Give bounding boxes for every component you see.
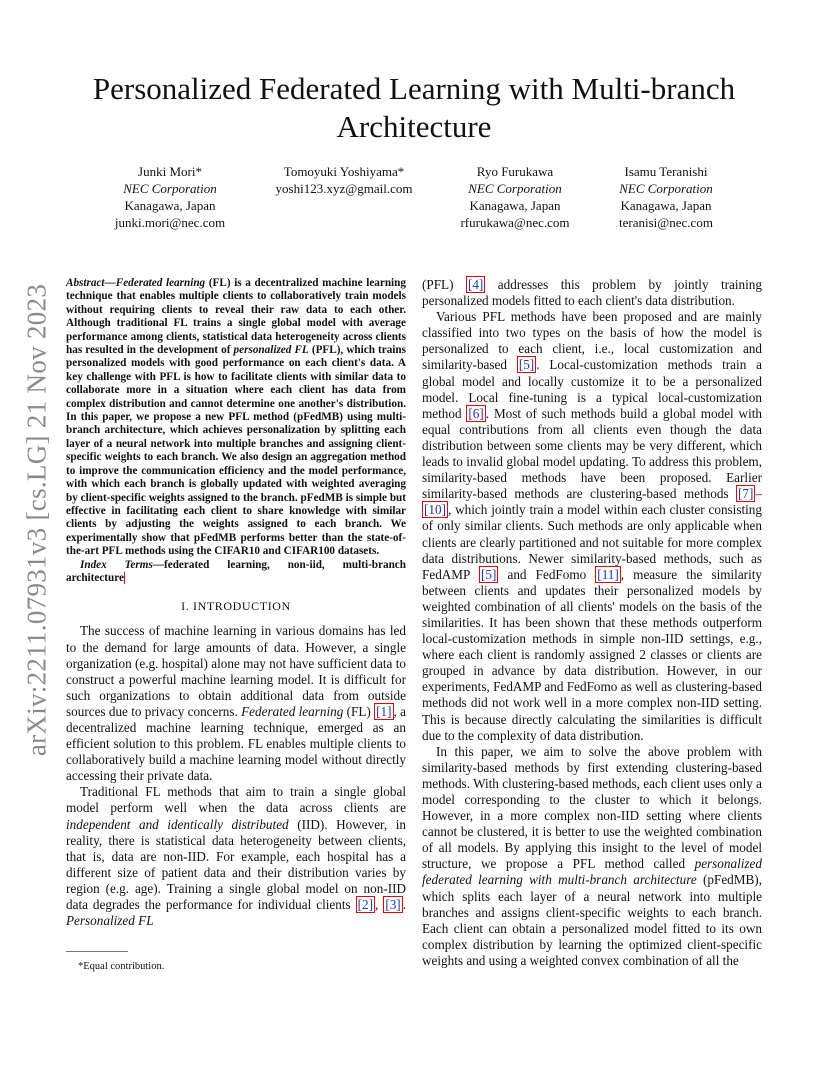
emphasis-text: independent and identically distributed — [66, 816, 289, 832]
paragraph-text: The success of machine learning in various domains has led to the demand for large amounts of data. However, a single organization (e.g. hospital) alone may not have sufficient data to construct a powerful machine learning model. It is difficult for such organizations to obtain additional data from outside sources due to privacy concerns. — [66, 623, 406, 719]
abstract-label: Abstract — [66, 277, 105, 289]
emphasis-text: Personalized FL — [66, 913, 154, 929]
arxiv-identifier-text: arXiv:2211.07931v3 [cs.LG] 21 Nov 2023 — [21, 283, 52, 757]
footnote: *Equal contribution. — [78, 961, 165, 972]
paragraph-text: and FedFomo — [498, 566, 596, 582]
arxiv-identifier-stamp — [14, 282, 60, 758]
paragraph-text: . — [402, 897, 406, 913]
paragraph-text: In this paper, we aim to solve the above problem with similarity-based methods by first extending clustering-based methods. With clustering-based methods, each client uses only a model corresponding to the cluster to which it belongs. However, in a more complex non-IID setting where clients cannot be clustered, it is better to use the weighted combination of all models. By applying this insight to the level of model structure, we propose a PFL method called — [422, 743, 762, 872]
abstract-text-2: (PFL), which trains personalized models with good performance on each client's data. A key challenge with PFL is how to facilitate clients with similar data to collaborate more in a situation where each client has data from complex distribution and cannot determine one another's distribution. In this paper, we propose a new PFL method (pFedMB) using multi-branch architecture, which achieves personalization by splitting each layer of a neural network into multiple branches and assigning client-specific weights to each branch. We also design an aggregation method to improve the communication efficiency and the model performance, with which each branch is globally updated with weighted averaging by client-specific weights assigned to the branch. pFedMB is simple but effective in facilitating each client to share knowledge with similar clients by adjusting the weights assigned to each branch. We experimentally show that pFedMB performs better than the state-of-the-art PFL methods using the CIFAR10 and CIFAR100 datasets. — [66, 344, 406, 558]
citation-link[interactable]: [5] — [518, 357, 535, 373]
emphasis-text: personalized federated learning with multi-branch architecture — [422, 856, 762, 888]
paragraph-text: , a decentralized machine learning technique, emerged as an efficient solution to this problem. FL enables multiple clients to collaboratively build a machine learning model without directly accessing their private data. — [66, 703, 406, 784]
abstract: Abstract—Federated learning (FL) is a decentralized machine learning technique that enables multiple clients to collaboratively train models without requiring clients to reveal their raw data to each other. Although traditional FL trains a single global model with average performance among clients, statistical data heterogeneity across clients has resulted in the development of personalized FL (PFL), which trains personalized models with good performance on each client's data. A key challenge with PFL is how to facilitate clients with similar data to collaborate more in a situation where each client has data from complex distribution and cannot determine one another's distribution. In this paper, we propose a new PFL method (pFedMB) using multi-branch architecture, which achieves personalization by splitting each layer of a neural network into multiple branches and assigning client-specific weights to each branch. We also design an aggregation method to improve the communication efficiency and the model performance, with which each branch is globally updated with weighted averaging by client-specific weights assigned to the branch. pFedMB is simple but effective in facilitating each client to share knowledge with similar clients by adjusting the weights assigned to each branch. We experimentally show that pFedMB performs better than the state-of-the-art PFL methods using the CIFAR10 and CIFAR100 datasets. — [66, 277, 406, 558]
right-paragraph-2 — [422, 744, 762, 969]
citation-link[interactable]: [2] — [357, 897, 374, 913]
paper-title: Personalized Federated Learning with Multi-branch Architecture — [92, 71, 736, 144]
citation-link[interactable]: [3] — [385, 897, 401, 913]
intro-paragraph-2 — [66, 784, 406, 929]
paragraph-text: addresses this problem by jointly training personalized models fitted to each client's data distribution. — [422, 277, 762, 309]
footnote-divider — [66, 951, 128, 952]
citation-link[interactable]: [4] — [467, 277, 484, 292]
paragraph-text: (FL) — [343, 703, 375, 719]
citation-link[interactable]: [1] — [376, 703, 392, 719]
paragraph-text: Traditional FL methods that aim to train a single global model perform well when the data across clients are — [66, 784, 406, 816]
author-name: Tomoyuki Yoshiyama* — [283, 164, 405, 179]
author-affiliation: NEC Corporation — [468, 181, 562, 196]
section-heading-introduction: I. INTRODUCTION — [181, 599, 291, 614]
paragraph-text: (PFL) — [422, 277, 466, 292]
citation-link[interactable]: [10] — [424, 502, 446, 518]
paragraph-text: – — [755, 486, 762, 502]
index-terms: Index Terms—federated learning, non-iid, multi-branch architecture — [66, 558, 406, 584]
author-email: rfurukawa@nec.com — [460, 215, 570, 230]
citation-link[interactable]: [7] — [738, 486, 754, 502]
paragraph-text: , — [375, 897, 384, 913]
emphasis-text: Federated learning — [241, 703, 344, 719]
abstract-lead-term: Federated learning — [115, 277, 206, 289]
intro-paragraph-1 — [66, 623, 406, 784]
author-name: Junki Mori* — [138, 164, 202, 179]
author-1 — [100, 163, 240, 231]
right-paragraph-0 — [422, 277, 762, 309]
author-location: Kanagawa, Japan — [124, 198, 216, 213]
citation-link[interactable]: [11] — [597, 566, 619, 582]
index-terms-tail: e — [119, 571, 124, 584]
author-email: junki.mori@nec.com — [114, 215, 226, 230]
right-column — [422, 277, 762, 969]
author-affiliation: NEC Corporation — [619, 181, 713, 196]
right-paragraph-1 — [422, 309, 762, 744]
paragraph-text: , which jointly train a model within each cluster consisting of only similar clients. Such methods are only applicable when clients are clearly partitioned and not suitable for more complex data distributions. Newer similarity-based methods, such as FedAMP — [422, 502, 762, 582]
index-terms-text: federated learning, non-iid, multi-branch architectur — [66, 558, 406, 584]
author-4 — [600, 163, 732, 231]
index-terms-label: Index Terms — [80, 558, 153, 571]
abstract-term-pfl: personalized FL — [233, 344, 309, 357]
paragraph-text: . Local-customization methods train a global model and locally customize it to be a personalized model. Local fine-tuning is a typical local-customization method — [422, 357, 762, 421]
paragraph-text: (IID). However, in reality, there is statistical data heterogeneity between clients, that is, data are non-IID. For example, each hospital has a different size of patient data and their distribution varies by region (e.g. age). Training a single global model on non-IID data degrades the performance for individual clients — [66, 816, 407, 913]
abstract-text-1: (FL) is a decentralized machine learning technique that enables multiple clients to collaboratively train models without requiring clients to reveal their raw data to each other. Although traditional FL trains a single global model with average performance among clients, statistical data heterogeneity across clients has resulted in the development of — [66, 277, 406, 357]
paragraph-text: (pFedMB), which splits each layer of a neural network into multiple branches and assigns client-specific weights to each branch. Each client can obtain a personalized model fitted to its own complex distribution by learning the optimized client-specific weights and using a weighted convex combination of all the — [422, 872, 762, 968]
citation-link[interactable]: [6] — [468, 405, 484, 421]
citation-link[interactable]: [5] — [480, 566, 497, 582]
paragraph-text: . Most of such methods build a global model with equal contributions from all clients even though the data distribution between some clients may be very different, which leads to invalid global model updating. To address this problem, similarity-based methods have been proposed. Earlier similarity-based methods are clustering-based methods — [422, 405, 762, 502]
author-3 — [448, 163, 582, 231]
author-name: Isamu Teranishi — [624, 164, 708, 179]
author-email: teranisi@nec.com — [619, 215, 713, 230]
author-affiliation: NEC Corporation — [123, 181, 217, 196]
author-2 — [258, 163, 430, 197]
author-email: yoshi123.xyz@gmail.com — [275, 181, 413, 196]
author-location: Kanagawa, Japan — [620, 198, 712, 213]
left-column — [66, 277, 406, 929]
paragraph-text: , measure the similarity between clients and updates their personalized models by weighted combination of all clients' models on the basis of the similarities. It has been shown that these methods outperform local-customization methods in simple non-IID settings, e.g., where each client is randomly assigned 2 classes or clients are grouped in advance by data distribution. However, in our experiments, FedAMP and FedFomo as well as clustering-based methods did not work well in a more complex non-IID setting. This is because directly calculating the similarities is difficult due to the complexity of data distribution. — [422, 566, 762, 743]
author-name: Ryo Furukawa — [476, 164, 554, 179]
paragraph-text: Various PFL methods have been proposed and are mainly classified into two types on the basis of how the model is personalized to each client, i.e., local customization and similarity-based — [422, 309, 762, 373]
author-location: Kanagawa, Japan — [469, 198, 561, 213]
